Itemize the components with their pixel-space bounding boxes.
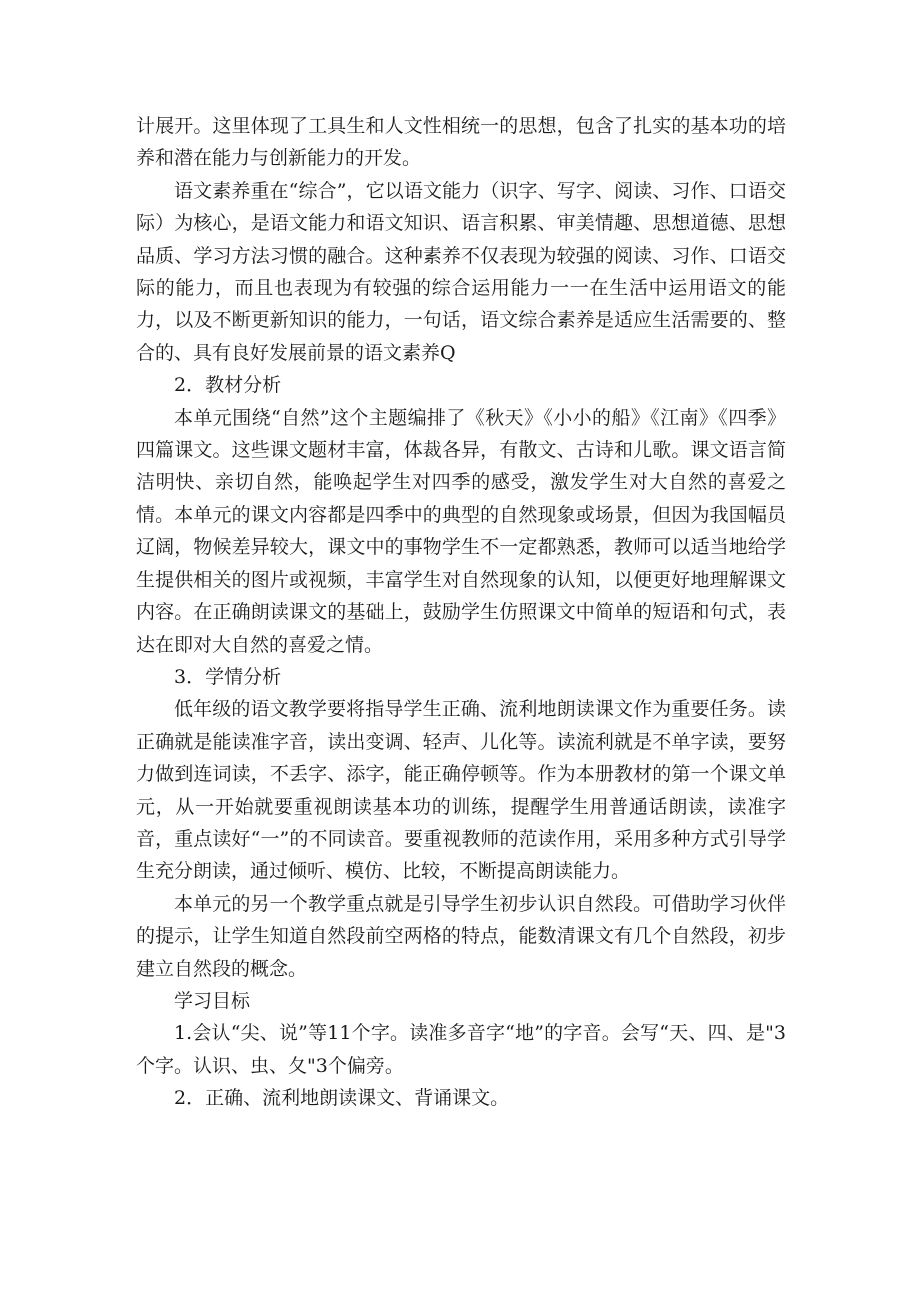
document-body [136,110,786,1115]
paragraph-literacy-quality: 语文素养重在“综合”，它以语文能力（识字、写字、阅读、习作、口语交际）为核心，是语文能力和语文知识、语言积累、审美情趣、思想道德、思想品质、学习方法习惯的融合。这种素养不仅表现为较强的阅读、习作、口语交际的能力，而且也表现为有较强的综合运用能力一一在生活中运用语文的能力，以及不断更新知识的能力，一句话，语文综合素养是适应生活需要的、整合的、具有良好发展前景的语文素养Q [136,179,786,364]
paragraph-textbook-analysis: 本单元围绕“自然”这个主题编排了《秋天》《小小的船》《江南》《四季》四篇课文。这些课文题材丰富，体裁各异，有散文、古诗和儿歌。课文语言简洁明快、亲切自然，能唤起学生对四季的感受，激发学生对大自然的喜爱之情。本单元的课文内容都是四季中的典型的自然现象或场景，但因为我国幅员辽阔，物候差异较大，课文中的事物学生不一定都熟悉，教师可以适当地给学生提供相关的图片或视频，丰富学生对自然现象的认知，以便更好地理解课文内容。在正确朗读课文的基础上，鼓励学生仿照课文中简单的短语和句式，表达在即对大自然的喜爱之情。 [136,406,786,656]
objective-item-2: 2．正确、流利地朗读课文、背诵课文。 [174,1087,510,1110]
heading-learning-objectives: 学习目标 [174,989,251,1012]
paragraph-natural-paragraph: 本单元的另一个教学重点就是引导学生初步认识自然段。可借助学习伙伴的提示，让学生知道自然段前空两格的特点，能数清课文有几个自然段，初步建立自然段的概念。 [136,892,786,980]
paragraph-continuation: 计展开。这里体现了工具生和人文性相统一的思想，包含了扎实的基本功的培养和潜在能力与创新能力的开发。 [136,115,786,170]
heading-learner-analysis: 3．学情分析 [174,665,282,688]
heading-textbook-analysis: 2．教材分析 [174,374,282,397]
paragraph-learner-analysis: 低年级的语文教学要将指导学生正确、流利地朗读课文作为重要任务。读正确就是能读准字音，读出变调、轻声、儿化等。读流利就是不单字读，要努力做到连词读，不丢字、添字，能正确停顿等。作为本册教材的第一个课文单元，从一开始就要重视朗读基本功的训练，提醒学生用普通话朗读，读准字音，重点读好“一”的不同读音。要重视教师的范读作用，采用多种方式引导学生充分朗读，通过倾听、模仿、比较，不断提高朗读能力。 [136,698,786,883]
objective-item-1: 1.会认“尖、说”等11个字。读准多音字“地”的字音。会写“天、四、是"3个字。认识、虫、夂"3个偏旁。 [136,1022,786,1077]
